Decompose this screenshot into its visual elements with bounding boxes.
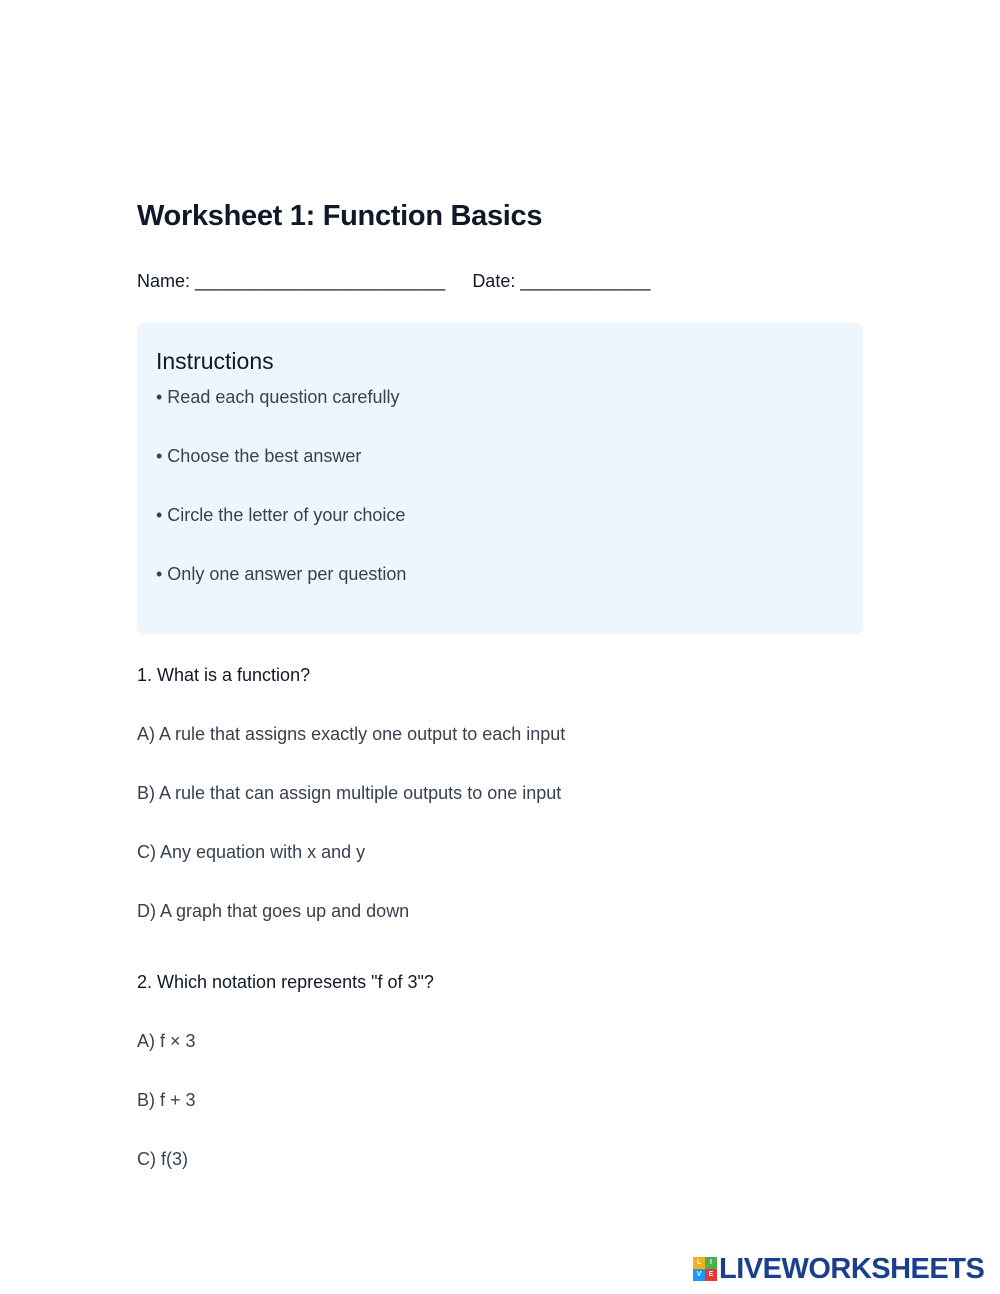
question-1-option-d[interactable]: D) A graph that goes up and down: [137, 901, 410, 921]
logo-tile-i: I: [705, 1257, 717, 1269]
instruction-item: • Only one answer per question: [156, 564, 407, 584]
question-1-option-a[interactable]: A) A rule that assigns exactly one output to each input: [137, 724, 566, 744]
instruction-item: • Circle the letter of your choice: [156, 505, 406, 525]
question-2-option-a[interactable]: A) f × 3: [137, 1031, 196, 1051]
question-1-option-b[interactable]: B) A rule that can assign multiple outputs to one input: [137, 783, 562, 803]
liveworksheets-logo: [693, 1254, 984, 1284]
question-2-option-b[interactable]: B) f + 3: [137, 1090, 196, 1110]
question-1-option-c[interactable]: C) Any equation with x and y: [137, 842, 366, 862]
instruction-item: • Choose the best answer: [156, 446, 362, 466]
liveworksheets-wordmark: LIVEWORKSHEETS: [719, 1252, 985, 1285]
liveworksheets-logo-icon: [693, 1257, 717, 1281]
instruction-item: • Read each question carefully: [156, 387, 400, 407]
question-1: 1. What is a function?: [137, 665, 311, 685]
logo-tile-v: V: [693, 1269, 705, 1281]
instructions-heading: Instructions: [156, 348, 274, 374]
name-field[interactable]: Name: _________________________: [137, 271, 446, 291]
worksheet-title: Worksheet 1: Function Basics: [137, 200, 543, 232]
question-2-option-c[interactable]: C) f(3): [137, 1149, 188, 1169]
student-fields: [137, 271, 650, 292]
date-field[interactable]: Date: _____________: [472, 271, 651, 291]
instructions-box: [137, 323, 863, 634]
logo-tile-l: L: [693, 1257, 705, 1269]
question-2: 2. Which notation represents "f of 3"?: [137, 972, 434, 992]
logo-tile-e: E: [705, 1269, 717, 1281]
